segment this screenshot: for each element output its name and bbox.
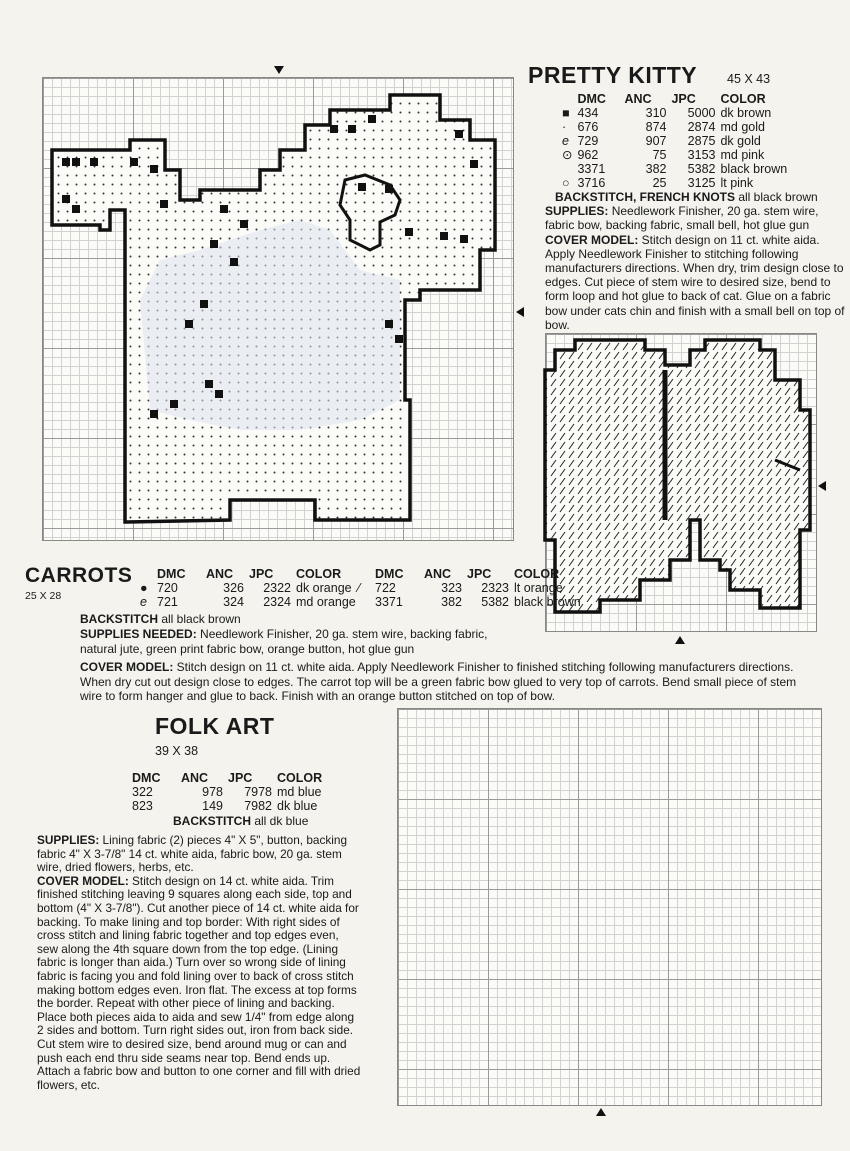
carrots-legend-header bbox=[358, 567, 586, 581]
anc-value: 149 bbox=[202, 799, 223, 813]
color-name: dk orange bbox=[296, 581, 352, 595]
backstitch-text: all black brown bbox=[158, 612, 241, 626]
carrots-legend-row bbox=[140, 581, 361, 595]
symbol-icon: e bbox=[140, 595, 147, 609]
dmc-value: 729 bbox=[577, 134, 599, 148]
color-name: lt orange bbox=[514, 581, 563, 595]
supplies-label: SUPPLIES: bbox=[545, 204, 609, 219]
jpc-value: 2874 bbox=[687, 120, 716, 134]
carrots-legend-row bbox=[358, 595, 586, 609]
supplies-label: SUPPLIES: bbox=[37, 833, 100, 847]
folk-art-legend-row bbox=[132, 799, 327, 813]
jpc-value: 3125 bbox=[687, 176, 716, 190]
anc-value: 323 bbox=[441, 581, 462, 595]
cover-model-label: COVER MODEL: bbox=[37, 873, 129, 888]
folk-art-cover-model bbox=[37, 875, 362, 1093]
header-jpc: JPC bbox=[249, 567, 274, 581]
carrots-legend-header bbox=[140, 567, 361, 581]
folk-art-backstitch bbox=[173, 814, 373, 829]
anc-value: 874 bbox=[645, 120, 667, 134]
supplies-text: Lining fabric (2) pieces 4" X 5", button, backing fabric 4" X 3-7/8" 14 ct. white aida, fabric bow, 20 ga. stem wire, dried flowers, herbs, etc. bbox=[37, 833, 348, 875]
jpc-value: 2322 bbox=[263, 581, 291, 595]
symbol-icon: ⊙ bbox=[562, 148, 573, 162]
color-name: md gold bbox=[720, 120, 765, 134]
header-anc: ANC bbox=[424, 567, 452, 581]
supplies-text: Needlework Finisher, 20 ga. stem wire, fabric bow, backing fabric, small bell, hot glue gun bbox=[545, 204, 819, 233]
folk-art-size: 39 X 38 bbox=[155, 744, 199, 758]
symbol-icon: ■ bbox=[562, 106, 570, 120]
kitty-cover-model bbox=[545, 233, 845, 332]
carrots-cover-model bbox=[80, 660, 820, 704]
backstitch-text: all dk blue bbox=[251, 814, 309, 828]
kitty-backstitch bbox=[545, 190, 845, 204]
kitty-legend-header bbox=[562, 92, 792, 106]
anc-value: 310 bbox=[645, 106, 667, 120]
anc-value: 978 bbox=[202, 785, 223, 799]
color-name: md pink bbox=[720, 148, 765, 162]
cover-model-label: COVER MODEL: bbox=[545, 232, 639, 247]
dmc-value: 721 bbox=[157, 595, 178, 609]
jpc-value: 3153 bbox=[687, 148, 716, 162]
carrots-size: 25 X 28 bbox=[25, 590, 62, 602]
symbol-icon: · bbox=[562, 120, 567, 134]
folk-art-legend-header bbox=[132, 771, 327, 785]
cover-model-text: Stitch design on 11 ct. white aida. Apply Needlework Finisher to finished stitching following manufacturers directions. When dry cut out design close to edges. The carrot top will be a green fabric bow glued to very top of carrots. Bend small piece of stem wire to form hanger and glue to back. Finish with an orange button stitched on top of bow. bbox=[80, 660, 797, 703]
kitty-legend-row bbox=[562, 176, 792, 190]
cover-model-text: Stitch design on 14 ct. white aida. Trim finished stitching leaving 9 squares along each side, top and bottom (4" X 3-7/8"). Cut another piece of 14 ct. white aida for backing. To make lining and top border: With right sides of cross stitch and lining fabric together and top edges even, sew along the 4th square down from the top edge. (Lining fabric is longer than aida.) Turn over so wrong side of lining fabric is facing you and fold lining over to back of cross stitch making bottom edges even. Iron flat. The excess at top forms the border. Repeat with other piece of lining and backing. Place both pieces aida to aida and sew 1/4" from edge along 2 sides and bottom. Turn right sides out, iron from back side. Cut stem wire to desired size, bend around mug or can and push each end thru side seams near top. Bend ends up. Attach a fabric bow and button to one corner and fill with dried flowers, etc. bbox=[37, 873, 361, 1092]
jpc-value: 2323 bbox=[481, 581, 509, 595]
header-jpc: JPC bbox=[228, 771, 253, 785]
carrots-center-marker-bottom bbox=[675, 636, 685, 644]
dmc-value: 962 bbox=[577, 148, 599, 162]
header-anc: ANC bbox=[624, 92, 652, 106]
header-jpc: JPC bbox=[467, 567, 492, 581]
dmc-value: 3371 bbox=[577, 162, 606, 176]
symbol-icon: ⁄ bbox=[358, 581, 361, 595]
header-color: COLOR bbox=[277, 771, 323, 785]
dmc-value: 722 bbox=[375, 581, 396, 595]
color-name: dk blue bbox=[277, 799, 318, 813]
symbol-icon bbox=[358, 595, 375, 609]
carrots-legend-row bbox=[140, 595, 361, 609]
symbol-icon: ● bbox=[140, 581, 148, 595]
backstitch-text: all black brown bbox=[735, 190, 818, 204]
dmc-value: 823 bbox=[132, 799, 153, 813]
header-color: COLOR bbox=[296, 567, 342, 581]
folk-art-title: FOLK ART bbox=[155, 713, 275, 739]
dmc-value: 720 bbox=[157, 581, 178, 595]
carrots-supplies bbox=[80, 627, 520, 656]
kitty-legend-row bbox=[562, 134, 792, 148]
jpc-value: 7982 bbox=[244, 799, 272, 813]
supplies-label: SUPPLIES NEEDED: bbox=[80, 627, 197, 641]
kitty-legend bbox=[562, 92, 792, 190]
header-dmc: DMC bbox=[577, 92, 606, 106]
jpc-value: 2875 bbox=[687, 134, 716, 148]
jpc-value: 2324 bbox=[263, 595, 291, 609]
color-name: md blue bbox=[277, 785, 322, 799]
backstitch-label: BACKSTITCH bbox=[173, 814, 251, 828]
kitty-legend-row bbox=[562, 106, 792, 120]
symbol-icon: ○ bbox=[562, 176, 570, 190]
dmc-value: 3371 bbox=[375, 595, 403, 609]
dmc-value: 676 bbox=[577, 120, 599, 134]
jpc-value: 7978 bbox=[244, 785, 272, 799]
dmc-value: 434 bbox=[577, 106, 599, 120]
carrots-legend-left bbox=[140, 567, 361, 609]
header-dmc: DMC bbox=[375, 567, 404, 581]
header-dmc: DMC bbox=[157, 567, 186, 581]
folk-art-legend-row bbox=[132, 785, 327, 799]
symbol-icon: e bbox=[562, 134, 569, 148]
carrots-backstitch bbox=[80, 612, 560, 627]
anc-value: 75 bbox=[652, 148, 667, 162]
anc-value: 326 bbox=[223, 581, 244, 595]
color-name: black brown bbox=[720, 162, 788, 176]
cover-model-label: COVER MODEL: bbox=[80, 660, 174, 674]
dmc-value: 3716 bbox=[577, 176, 606, 190]
header-color: COLOR bbox=[514, 567, 560, 581]
header-anc: ANC bbox=[206, 567, 234, 581]
dmc-value: 322 bbox=[132, 785, 153, 799]
anc-value: 25 bbox=[652, 176, 667, 190]
jpc-value: 5382 bbox=[687, 162, 716, 176]
kitty-size: 45 X 43 bbox=[727, 72, 771, 86]
kitty-instructions bbox=[545, 190, 845, 332]
carrots-title: CARROTS bbox=[25, 564, 133, 587]
anc-value: 382 bbox=[645, 162, 667, 176]
header-anc: ANC bbox=[181, 771, 209, 785]
jpc-value: 5382 bbox=[481, 595, 509, 609]
anc-value: 382 bbox=[441, 595, 462, 609]
anc-value: 324 bbox=[223, 595, 244, 609]
carrots-center-marker-right bbox=[818, 481, 826, 491]
color-name: dk brown bbox=[720, 106, 772, 120]
folk-art-instructions bbox=[37, 834, 362, 1092]
carrots-legend-row bbox=[358, 581, 586, 595]
color-name: dk gold bbox=[720, 134, 761, 148]
kitty-figure bbox=[52, 95, 495, 522]
header-jpc: JPC bbox=[671, 92, 696, 106]
symbol-icon bbox=[562, 162, 577, 176]
carrots-legend-right bbox=[358, 567, 586, 609]
anc-value: 907 bbox=[645, 134, 667, 148]
kitty-supplies bbox=[545, 204, 845, 232]
backstitch-label: BACKSTITCH, FRENCH KNOTS bbox=[555, 190, 735, 204]
folk-art-supplies bbox=[37, 834, 362, 875]
kitty-legend-row bbox=[562, 120, 792, 134]
cover-model-text: Stitch design on 11 ct. white aida. Apply Needlework Finisher to stitching following manufacturers directions. When dry, trim design close to edges. Cut piece of stem wire to desired size, bend to form loop and hot glue to back of cat. Glue on a fabric bow under cats chin and finish with a small bell on top of bow. bbox=[545, 232, 845, 332]
kitty-legend-row bbox=[562, 162, 792, 176]
supplies-text: Needlework Finisher, 20 ga. stem wire, backing fabric, natural jute, green print fabric bow, orange button, hot glue gun bbox=[80, 627, 488, 656]
folk-art-legend bbox=[132, 771, 327, 813]
color-name: black brown bbox=[514, 595, 581, 609]
color-name: lt pink bbox=[720, 176, 754, 190]
header-color: COLOR bbox=[720, 92, 766, 106]
folk-art-center-marker-bottom bbox=[596, 1108, 606, 1116]
backstitch-label: BACKSTITCH bbox=[80, 612, 158, 626]
kitty-title: PRETTY KITTY bbox=[528, 62, 698, 88]
color-name: md orange bbox=[296, 595, 356, 609]
header-dmc: DMC bbox=[132, 771, 161, 785]
jpc-value: 5000 bbox=[687, 106, 716, 120]
kitty-legend-row bbox=[562, 148, 792, 162]
